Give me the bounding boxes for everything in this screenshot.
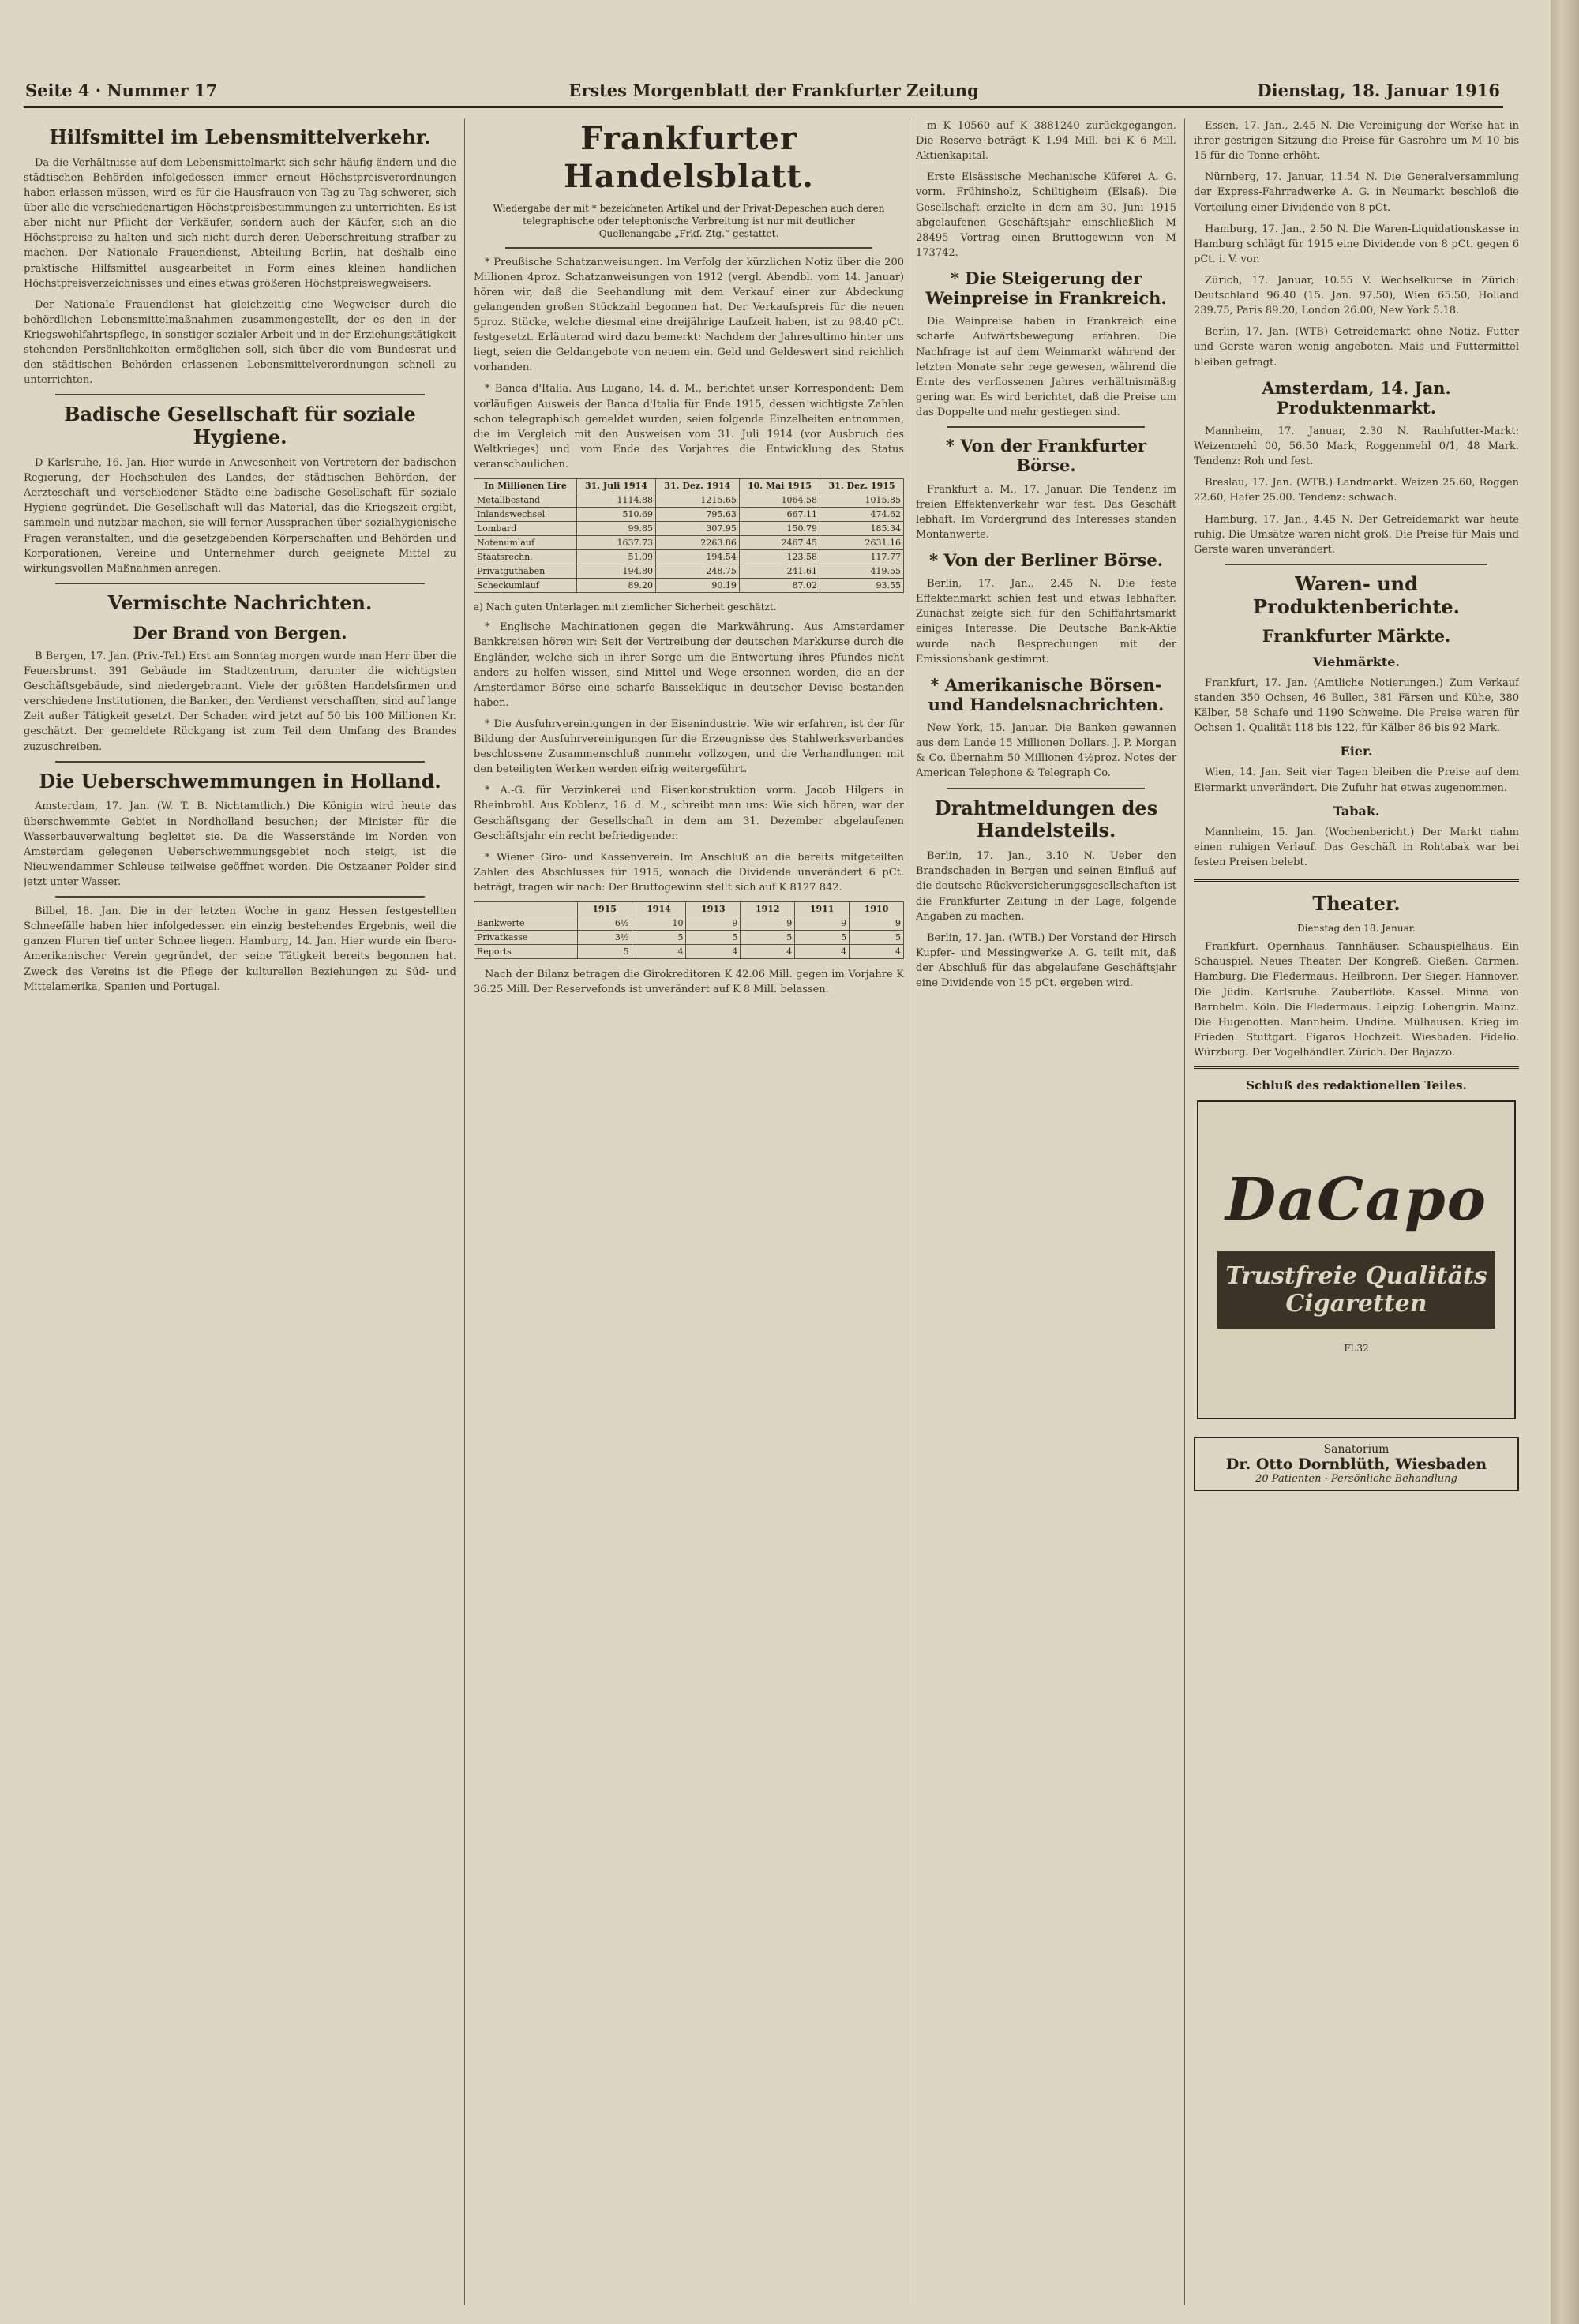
section-masthead: Frankfurter Handelsblatt. (564, 120, 814, 195)
table-cell: Staatsrechn. (474, 550, 577, 564)
table-cell: 9 (850, 916, 904, 931)
table-cell: 4 (741, 945, 795, 959)
article-text: * A.-G. für Verzinkerei und Eisenkonstruktion vorm. Jacob Hilgers in Rheinbrohl. Aus Koblenz, 16. d. M., schreibt man uns: Wie sich hören, war der Geschäftsgang der Gesellschaft in dem am 31. Dezember abgelaufenen Geschäftsjahr ein recht befriedigender. (474, 785, 904, 842)
table-header-cell: 31. Juli 1914 (576, 479, 655, 493)
table-cell: 87.02 (739, 579, 820, 593)
ad-name: Dr. Otto Dornblüth, Wiesbaden (1225, 1456, 1487, 1474)
table-cell: Notenumlauf (474, 536, 577, 550)
article-text: Mannheim, 15. Jan. (Wochenbericht.) Der Markt nahm einen ruhigen Verlauf. Das Geschäft in Rohtabak war bei festen Preisen belebt. (1194, 826, 1519, 869)
article-text: Essen, 17. Jan., 2.45 N. Die Vereinigung der Werke hat in ihrer gestrigen Sitzung die Preise für Gasrohre um M 10 bis 15 für die Tonne erhöht. (1194, 120, 1519, 163)
table-cell: 2263.86 (655, 536, 739, 550)
table-cell: 194.80 (576, 564, 655, 579)
masthead (24, 77, 1503, 108)
section-headline: Vermischte Nachrichten. (107, 590, 373, 614)
table-header-cell: 1914 (632, 902, 686, 916)
table-cell: 419.55 (820, 564, 904, 579)
table-cell: Metallbestand (474, 493, 577, 508)
table-cell: 1064.58 (739, 493, 820, 508)
table-header-cell: In Millionen Lire (474, 479, 577, 493)
table-cell: 3½ (577, 931, 632, 945)
article-text: Berlin, 17. Jan. (WTB) Getreidemarkt ohne Notiz. Futter und Gerste waren wenig angeboten. Mais und Futtermittel bleiben gefragt. (1194, 326, 1519, 369)
divider (55, 583, 425, 584)
article-text: Die Weinpreise haben in Frankreich eine scharfe Aufwärtsbewegung erfahren. Die Nachfrage ist auf dem Weinmarkt während der letzten Monate sehr rege gewesen, während die Ernte des verflossenen Jahres verhältnismäßig gering war. Es wird berichtet, daß die Preise um das Doppelte und mehr gestiegen sind. (916, 316, 1176, 419)
section-subheadline: Frankfurter Märkte. (1262, 626, 1451, 647)
table-cell: 1215.65 (655, 493, 739, 508)
table-cell: 2467.45 (739, 536, 820, 550)
article-text: Frankfurt a. M., 17. Januar. Die Tendenz im freien Effektenverkehr war fest. Das Geschäft lebhaft. Im Vordergrund des Interesses standen Montanwerte. (916, 483, 1176, 541)
table-cell: 241.61 (739, 564, 820, 579)
editorial-end-notice: Schluß des redaktionellen Teiles. (1246, 1078, 1467, 1093)
table-row (474, 493, 904, 508)
table-row (474, 579, 904, 593)
table-cell: 5 (577, 945, 632, 959)
article-text: Berlin, 17. Jan. (WTB.) Der Vorstand der Hirsch Kupfer- und Messingwerke A. G. teilt mit, daß der Abschluß für das abgelaufene Geschäftsjahr eine Dividende von 15 pCt. ergeben wird. (916, 931, 1176, 990)
table-header-cell: 1913 (686, 902, 741, 916)
table-cell: 89.20 (576, 579, 655, 593)
ad-brand-logo: DaCapo (1225, 1166, 1488, 1235)
article-headline: Der Brand von Bergen. (133, 622, 347, 643)
divider (55, 761, 425, 763)
article-headline: * Die Steigerung der Weinpreise in Frankreich. (925, 268, 1167, 309)
dacapo-advertisement (1197, 1100, 1516, 1419)
table-cell: Privatguthaben (474, 564, 577, 579)
divider (505, 247, 872, 249)
table-cell: 90.19 (655, 579, 739, 593)
article-text: New York, 15. Januar. Die Banken gewannen aus dem Lande 15 Millionen Dollars. J. P. Morgan & Co. übernahm 50 Millionen 4½proz. Notes der American Telephone & Telegraph Co. (916, 722, 1176, 780)
article-text: Breslau, 17. Jan. (WTB.) Landmarkt. Weizen 25.60, Roggen 22.60, Hafer 25.00. Tendenz: schwach. (1194, 477, 1519, 504)
theater-listings (1194, 879, 1519, 1069)
divider (947, 788, 1145, 789)
page-edge (1551, 0, 1579, 2324)
article-text: Hamburg, 17. Jan., 2.50 N. Die Waren-Liquidationskasse in Hamburg schlägt für 1915 eine Dividende von 8 pCt. gegen 6 pCt. i. V. vor. (1194, 223, 1519, 265)
table-row (474, 931, 904, 945)
article-headline: * Von der Berliner Börse. (928, 549, 1164, 570)
article-headline: Badische Gesellschaft für soziale Hygiene. (64, 403, 416, 449)
table-cell: 474.62 (820, 508, 904, 522)
table-cell: 6½ (577, 916, 632, 931)
article-headline: Hilfsmittel im Lebensmittelverkehr. (49, 126, 431, 148)
table-cell: 4 (850, 945, 904, 959)
table-footnote: a) Nach guten Unterlagen mit ziemlicher Sicherheit geschätzt. (474, 602, 777, 613)
table-cell: 1637.73 (576, 536, 655, 550)
section-headline: Drahtmeldungen des Handelsteils. (934, 796, 1158, 842)
article-headline: Die Ueberschwemmungen in Holland. (39, 769, 441, 793)
table-cell: Inlandswechsel (474, 508, 577, 522)
table-cell: 117.77 (820, 550, 904, 564)
table-header-cell: 1911 (795, 902, 850, 916)
article-text: Hamburg, 17. Jan., 4.45 N. Der Getreidemarkt war heute ruhig. Die Umsätze waren nicht groß. Die Preise für Mais und Gerste waren unverändert. (1194, 513, 1519, 556)
article-text: Der Nationale Frauendienst hat gleichzeitig eine Wegweiser durch die behördlichen Lebensmittelmaßnahmen zusammengestellt, der es den in der Kriegswohlfahrtspflege, in sonstiger sozialer Arbeit und in der Erziehungstätigkeit stehenden Persönlichkeiten ermöglichen soll, sich über die vom Bundesrat und den städtischen Behörden erlassenen Lebensmittelverordnungen schnell zu unterrichten. (24, 298, 456, 387)
table-cell: 9 (795, 916, 850, 931)
table-cell: 194.54 (655, 550, 739, 564)
article-text: * Preußische Schatzanweisungen. Im Verfolg der kürzlichen Notiz über die 200 Millionen 4proz. Schatzanweisungen von 1912 (vergl. Abendbl. vom 14. Januar) hören wir, daß die Seehandlung mit dem Verkauf einer zur Abdeckung gelangenden großen Stückzahl begonnen hat. Der Verkaufspreis für die neuen 5proz. Stücke, welche diesmal eine dreijährige Laufzeit haben, ist zu 98.40 pCt. festgesetzt. Erläuternd wird dazu bemerkt: Nachdem der Jahresultimo hinter uns liegt, seien die Geldangebote von neuem ein. Geld und Geldeswert sind reichlich vorhanden. (474, 256, 904, 374)
article-text: Nürnberg, 17. Januar, 11.54 N. Die Generalversammlung der Express-Fahrradwerke A. G. in Neumarkt beschloß die Verteilung einer Dividende von 8 pCt. (1194, 171, 1519, 214)
column-rule (464, 118, 465, 2305)
article-headline: * Amerikanische Börsen- und Handelsnachrichten. (928, 674, 1165, 714)
section-subheadline: Viehmärkte. (1313, 654, 1400, 669)
article-text: * Englische Machinationen gegen die Markwährung. Aus Amsterdamer Bankkreisen hören wir: Seit der Vertreibung der deutschen Markkurse durch die Engländer, welche sich in ihrer Sorge um die Entwertung ihres Pfundes nicht anders zu helfen wissen, sind Mittel und Wege ersonnen worden, die an der Amsterdamer Börse eine scharfe Baisseklique in deutscher Devise bestanden haben. (474, 621, 904, 709)
article-text: Nach der Bilanz betragen die Girokreditoren K 42.06 Mill. gegen im Vorjahre K 36.25 Mill. Der Reservefonds ist unverändert auf K 8 Mill. belassen. (474, 969, 904, 996)
ad-note: 20 Patienten · Persönliche Behandlung (1255, 1473, 1457, 1486)
column-4 (1194, 118, 1519, 2313)
table-cell: Bankwerte (474, 916, 578, 931)
article-text: * Die Ausfuhrvereinigungen in der Eisenindustrie. Wie wir erfahren, ist der für Bildung der Ausfuhrvereinigungen für die Erzeugnisse des Stahlwerksverbandes beschlossene Zusammenschluß nunmehr vollzogen, und die Verhandlungen mit den beteiligten Werken werden eifrig weitergeführt. (474, 718, 904, 776)
table-cell: 185.34 (820, 522, 904, 536)
column-2 (474, 118, 904, 2313)
table-cell: 248.75 (655, 564, 739, 579)
table-cell: Scheckumlauf (474, 579, 577, 593)
reprint-notice: Wiedergabe der mit * bezeichneten Artikel und der Privat-Depeschen auch deren telegraphische oder telephonische Verbreitung ist nur mit deutlicher Quellenangabe „Frkf. Ztg.“ gestattet. (493, 203, 885, 240)
table-cell: 5 (850, 931, 904, 945)
article-text: Berlin, 17. Jan., 2.45 N. Die feste Effektenmarkt schien fest und etwas lebhafter. Zunächst zeigte sich für den Schiffahrtsmarkt einiges Interesse. Die Deutsche Bank-Aktie wurde nach Besprechungen mit der Emissionsbank gestimmt. (916, 578, 1176, 665)
table-row (474, 508, 904, 522)
table-cell: 4 (795, 945, 850, 959)
theater-program: Frankfurt. Opernhaus. Tannhäuser. Schauspielhaus. Ein Schauspiel. Neues Theater. Der Kongreß. Gießen. Carmen. Hamburg. Die Fledermaus. Heilbronn. Der Sieger. Hannover. Die Jüdin. Karlsruhe. Zauberflöte. Kassel. Minna von Barnhelm. Köln. Die Fledermaus. Leipzig. Lohengrin. Mainz. Die Hugenotten. Mannheim. Undine. Mülhausen. Krieg im Frieden. Stuttgart. Figaros Hochzeit. Wiesbaden. Fidelio. Würzburg. Der Vogelhändler. Zürich. Der Bajazzo. (1194, 941, 1519, 1059)
newspaper-title: Erstes Morgenblatt der Frankfurter Zeitung (568, 81, 979, 100)
column-rule (1184, 118, 1185, 2305)
bank-statement-table (474, 478, 904, 593)
table-cell: 5 (795, 931, 850, 945)
table-header-cell: 31. Dez. 1914 (655, 479, 739, 493)
table-cell: 9 (741, 916, 795, 931)
divider (55, 394, 425, 395)
table-cell: 667.11 (739, 508, 820, 522)
page-number: Seite 4 · Nummer 17 (25, 81, 218, 100)
table-cell: 9 (686, 916, 741, 931)
column-3 (916, 118, 1176, 2313)
table-cell: Privatkasse (474, 931, 578, 945)
table-cell: 2631.16 (820, 536, 904, 550)
ad-slogan-band: Trustfreie Qualitäts Cigaretten (1217, 1251, 1495, 1329)
section-headline: Waren- und Produktenberichte. (1253, 572, 1460, 618)
table-cell: 5 (741, 931, 795, 945)
table-header-cell: 31. Dez. 1915 (820, 479, 904, 493)
table-cell: 5 (632, 931, 686, 945)
table-cell: 123.58 (739, 550, 820, 564)
article-text: Da die Verhältnisse auf dem Lebensmittelmarkt sich sehr häufig ändern und die städtischen Behörden infolgedessen immer erneut Höchstpreisverordnungen haben erlassen müssen, wird es für die Hausfrauen von Tag zu Tag schwerer, sich über alle die verschiedenartigen Höchstpreisbestimmungen zu unterrichten. Es ist aber nicht nur Pflicht der Verkäufer, sondern auch der Käufer, sich an die Höchstpreise zu halten und sich nicht durch deren Ueberschreitung strafbar zu machen. Der Nationale Frauendienst, Abteilung Berlin, hat deshalb eine praktische Hilfsmittel ausgearbeitet in Form eines kleinen handlichen Höchstpreisverzeichnisses und eines etwas größeren Höchstpreiswegweisers. (24, 156, 456, 290)
sanatorium-advertisement (1194, 1437, 1519, 1491)
ad-label: Sanatorium (1323, 1443, 1390, 1456)
table-cell: 93.55 (820, 579, 904, 593)
table-row (474, 945, 904, 959)
table-cell: 5 (686, 931, 741, 945)
article-text: Erste Elsässische Mechanische Küferei A. G. vorm. Frühinsholz, Schiltigheim (Elsaß). Die Gesellschaft erzielte in dem am 30. Juni 1915 abgelaufenen Geschäftsjahr einschließlich M 28495 Vortrag einen Bruttogewinn von M 173742. (916, 171, 1176, 259)
table-row (474, 564, 904, 579)
article-text: Bilbel, 18. Jan. Die in der letzten Woche in ganz Hessen festgestellten Schneefälle haben hier infolgedessen ein einzig bestehendes Ergebnis, weil die ganzen Fluren tief unter Schnee liegen. Hamburg, 14. Jan. Hier wurde ein Ibero-Amerikanischer Verein gegründet, der seine Tätigkeit bereits begonnen hat. Zweck des Vereins ist die Pflege der kulturellen Beziehungen zu Süd- und Mittelamerika, Spanien und Portugal. (24, 905, 456, 993)
table-header-cell: 1910 (850, 902, 904, 916)
table-cell: 1114.88 (576, 493, 655, 508)
section-subheadline: Eier. (1340, 744, 1373, 759)
table-cell: 795.63 (655, 508, 739, 522)
table-cell: 307.95 (655, 522, 739, 536)
section-subheadline: Tabak. (1333, 803, 1380, 819)
table-cell: 1015.85 (820, 493, 904, 508)
article-text: D Karlsruhe, 16. Jan. Hier wurde in Anwesenheit von Vertretern der badischen Regierung, der Hochschulen des Landes, der städtischen Behörden, der Aerzteschaft und verschiedener Städte eine badische Gesellschaft für soziale Hygiene gegründet. Die Gesellschaft will das Material, das die Kriegszeit ergibt, sammeln und nutzbar machen, sie will ferner Aussprachen über sozialhygienische Fragen veranstalten, und die gesetzgebenden Körperschaften und Behörden und Korporationen, Vereine und Unternehmer durch geeignete Mittel zu wirkungsvollen Maßnahmen anregen. (24, 457, 456, 575)
article-text: m K 10560 auf K 3881240 zurückgegangen. Die Reserve beträgt K 1.94 Mill. bei K 6 Mill. Aktienkapital. (916, 120, 1176, 163)
table-row (474, 536, 904, 550)
section-headline: Theater. (1312, 892, 1401, 916)
issue-date: Dienstag, 18. Januar 1916 (1257, 81, 1500, 100)
ad-reference: Fl.32 (1344, 1343, 1369, 1355)
table-row (474, 916, 904, 931)
table-header-cell: 1912 (741, 902, 795, 916)
article-text: Berlin, 17. Jan., 3.10 N. Ueber den Brandschaden in Bergen und seinen Einfluß auf die deutsche Rückversicherungsgesellschaften ist die Frankfurter Zeitung in der Lage, folgende Angaben zu machen. (916, 850, 1176, 923)
table-cell: 4 (632, 945, 686, 959)
table-cell: Reports (474, 945, 578, 959)
article-text: Zürich, 17. Januar, 10.55 V. Wechselkurse in Zürich: Deutschland 96.40 (15. Jan. 97.50), Wien 65.50, Holland 239.75, Paris 89.20, London 26.00, New York 5.18. (1194, 274, 1519, 317)
dividend-table (474, 901, 904, 959)
article-text: B Bergen, 17. Jan. (Priv.-Tel.) Erst am Sonntag morgen wurde man Herr über die Feuersbrunst. 391 Gebäude im Stadtzentrum, darunter die wichtigsten Geschäftsgebäude, sind niedergebrannt. Viele der größten Handelsfirmen und verschiedene Institutionen, die Banken, den Verdienst verschafften, sind auf lange Zeit außer Tätigkeit gesetzt. Der Schaden wird jetzt auf 50 bis 100 Millionen Kr. geschätzt. Der gemeldete Rückgang ist zum Teil dem Umfang des Brandes zuzuschreiben. (24, 650, 456, 753)
article-headline: * Von der Frankfurter Börse. (945, 436, 1147, 476)
article-text: Mannheim, 17. Januar, 2.30 N. Rauhfutter-Markt: Weizenmehl 00, 56.50 Mark, Roggenmehl 0/1, 48 Mark. Tendenz: Roh und fest. (1194, 425, 1519, 468)
article-text: Amsterdam, 17. Jan. (W. T. B. Nichtamtlich.) Die Königin wird heute das überschwemmte Gebiet in Nordholland besuchen; der Minister für die Wasserbauverwaltung begleitet sie. Da die Wasserstände im Norden von Amsterdam gelegenen Ueberschwemmungsgebiet noch steigt, ist die Nieuwendammer Schleuse teilweise geöffnet worden. Die Ostzaaner Polder sind jetzt unter Wasser. (24, 800, 456, 888)
table-header-cell (474, 902, 578, 916)
table-cell: 4 (686, 945, 741, 959)
table-row (474, 522, 904, 536)
table-cell: 10 (632, 916, 686, 931)
article-text: Wien, 14. Jan. Seit vier Tagen bleiben die Preise auf dem Eiermarkt unverändert. Die Zufuhr hat etwas zugenommen. (1194, 767, 1519, 794)
table-cell: 150.79 (739, 522, 820, 536)
table-cell: 51.09 (576, 550, 655, 564)
article-headline: Amsterdam, 14. Jan. Produktenmarkt. (1262, 377, 1451, 418)
table-cell: Lombard (474, 522, 577, 536)
column-1 (24, 118, 456, 2313)
divider (55, 896, 425, 898)
theater-date: Dienstag den 18. Januar. (1297, 923, 1416, 935)
divider (1225, 564, 1487, 565)
article-text: Frankfurt, 17. Jan. (Amtliche Notierungen.) Zum Verkauf standen 350 Ochsen, 46 Bullen, 381 Färsen und Kühe, 380 Kälber, 58 Schafe und 1190 Schweine. Die Preise waren für Ochsen 1. Qualität 118 bis 122, für Kälber 86 bis 92 Mark. (1194, 677, 1519, 735)
divider (947, 426, 1145, 428)
article-text: * Banca d'Italia. Aus Lugano, 14. d. M., berichtet unser Korrespondent: Dem vorläufigen Ausweis der Banca d'Italia für Ende 1915, dessen wichtigste Zahlen schon telegraphisch gemeldet wurden, seien folgende Einzelheiten entnommen, die im Vergleich mit den Ausweisen vom 31. Juli 1914 (vor Ausbruch des Weltkrieges) und vom Ende des Vorjahres die Entwicklung des Status veranschaulichen. (474, 383, 904, 470)
table-cell: 99.85 (576, 522, 655, 536)
table-header-cell: 1915 (577, 902, 632, 916)
table-header-cell: 10. Mai 1915 (739, 479, 820, 493)
table-cell: 510.69 (576, 508, 655, 522)
article-text: * Wiener Giro- und Kassenverein. Im Anschluß an die bereits mitgeteilten Zahlen des Abschlusses für 1915, wonach die Dividende unverändert 6 pCt. beträgt, tragen wir nach: Der Bruttogewinn stellt sich auf K 8127 842. (474, 851, 904, 894)
table-row (474, 550, 904, 564)
